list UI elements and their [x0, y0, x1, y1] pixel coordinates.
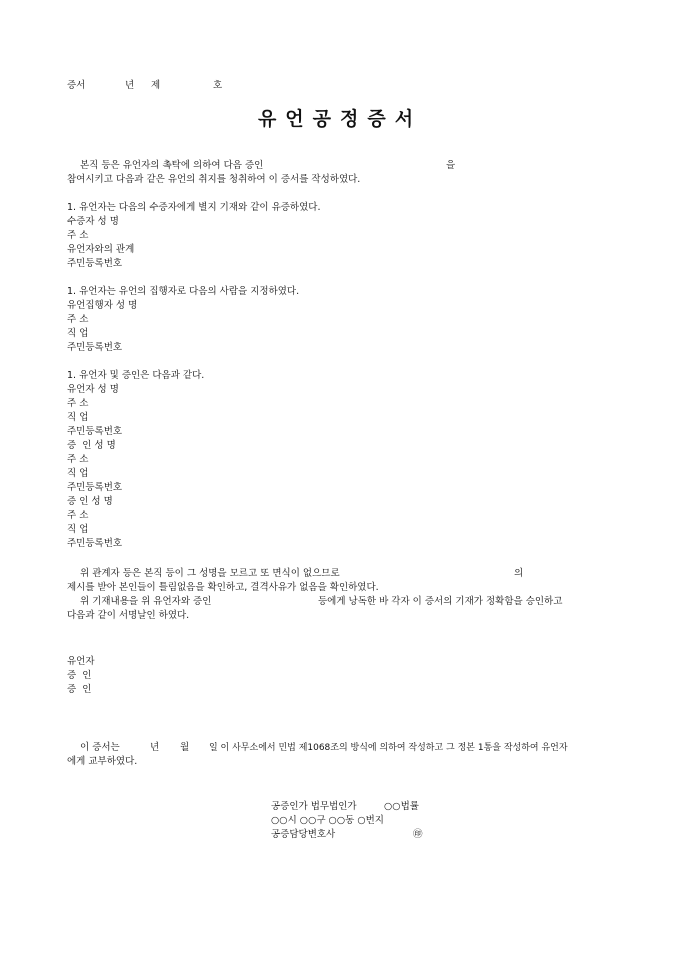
closing-line1-start: 이 증서는: [80, 742, 120, 753]
signature-testator: 유언자: [67, 656, 95, 667]
confirm-line1: 위 관계자 등은 본직 등이 그 성명을 모르고 또 면식이 없으므로: [80, 568, 340, 579]
section3-field: 주 소: [67, 510, 89, 521]
intro-line2: 참여시키고 다음과 같은 유언의 취지를 청취하여 이 증서를 작성하였다.: [67, 174, 361, 185]
section3-field: 주 소: [67, 398, 89, 409]
closing-month-label: 월: [180, 742, 190, 753]
confirm-line4: 다음과 같이 서명날인 하였다.: [67, 610, 190, 621]
office-firm-name: ○○법률: [384, 801, 419, 812]
section2-field: 유언집행자 성 명: [67, 300, 138, 311]
office-lawyer-label: 공증담당변호사: [271, 829, 336, 840]
section3-field: 주 소: [67, 454, 89, 465]
intro-line1: 본직 등은 유언자의 촉탁에 의하여 다음 증인: [80, 160, 264, 171]
section3-heading: 1. 유언자 및 증인은 다음과 같다.: [67, 370, 205, 381]
closing-line2: 에게 교부하였다.: [67, 756, 138, 767]
intro-line1-end: 을: [446, 160, 456, 171]
confirm-line2: 제시를 받아 본인들이 틀림없음을 확인하고, 결격사유가 없음을 확인하였다.: [67, 582, 379, 593]
section3-field: 증 인 성 명: [67, 440, 116, 451]
closing-year-label: 년: [150, 742, 160, 753]
section2-field: 주 소: [67, 314, 89, 325]
section1-field: 수증자 성 명: [67, 216, 119, 227]
section3-field: 직 업: [67, 524, 89, 535]
header-year-label: 년: [125, 80, 135, 91]
section3-field: 주민등록번호: [67, 482, 123, 493]
section1-field: 주 소: [67, 230, 89, 241]
section3-field: 유언자 성 명: [67, 384, 119, 395]
section3-field: 증 인 성 명: [67, 496, 113, 507]
section3-field: 주민등록번호: [67, 426, 123, 437]
seal-mark: ㊞: [413, 829, 423, 840]
section2-field: 주민등록번호: [67, 342, 123, 353]
header-ho-label: 호: [213, 80, 223, 91]
signature-witness: 증 인: [67, 684, 92, 695]
section2-field: 직 업: [67, 328, 89, 339]
confirm-line3: 위 기재내용을 위 유언자와 증인: [80, 596, 212, 607]
section3-field: 직 업: [67, 468, 89, 479]
document-title: 유언공정증서: [257, 108, 423, 130]
section1-field: 유언자와의 관계: [67, 244, 135, 255]
office-firm-label: 공증인가 법무법인가: [271, 801, 357, 812]
section1-field: 주민등록번호: [67, 258, 123, 269]
closing-line1-rest: 일 이 사무소에서 민법 제1068조의 방식에 의하여 작성하고 그 정본 1통을 작성하여 유언자: [209, 743, 568, 753]
office-address: ○○시 ○○구 ○○동 ○번지: [271, 815, 384, 826]
section3-field: 주민등록번호: [67, 538, 123, 549]
header-no-label: 제: [151, 80, 161, 91]
section1-heading: 1. 유언자는 다음의 수증자에게 별지 기재와 같이 유증하였다.: [67, 202, 321, 213]
section3-field: 직 업: [67, 412, 89, 423]
confirm-line1-end: 의: [514, 568, 524, 579]
signature-witness: 증 인: [67, 670, 92, 681]
header-cert-label: 증서: [67, 80, 86, 91]
confirm-line3-end: 등에게 낭독한 바 각자 이 증서의 기재가 정확함을 승인하고: [318, 596, 563, 607]
section2-heading: 1. 유언자는 유언의 집행자로 다음의 사람을 지정하였다.: [67, 286, 300, 297]
